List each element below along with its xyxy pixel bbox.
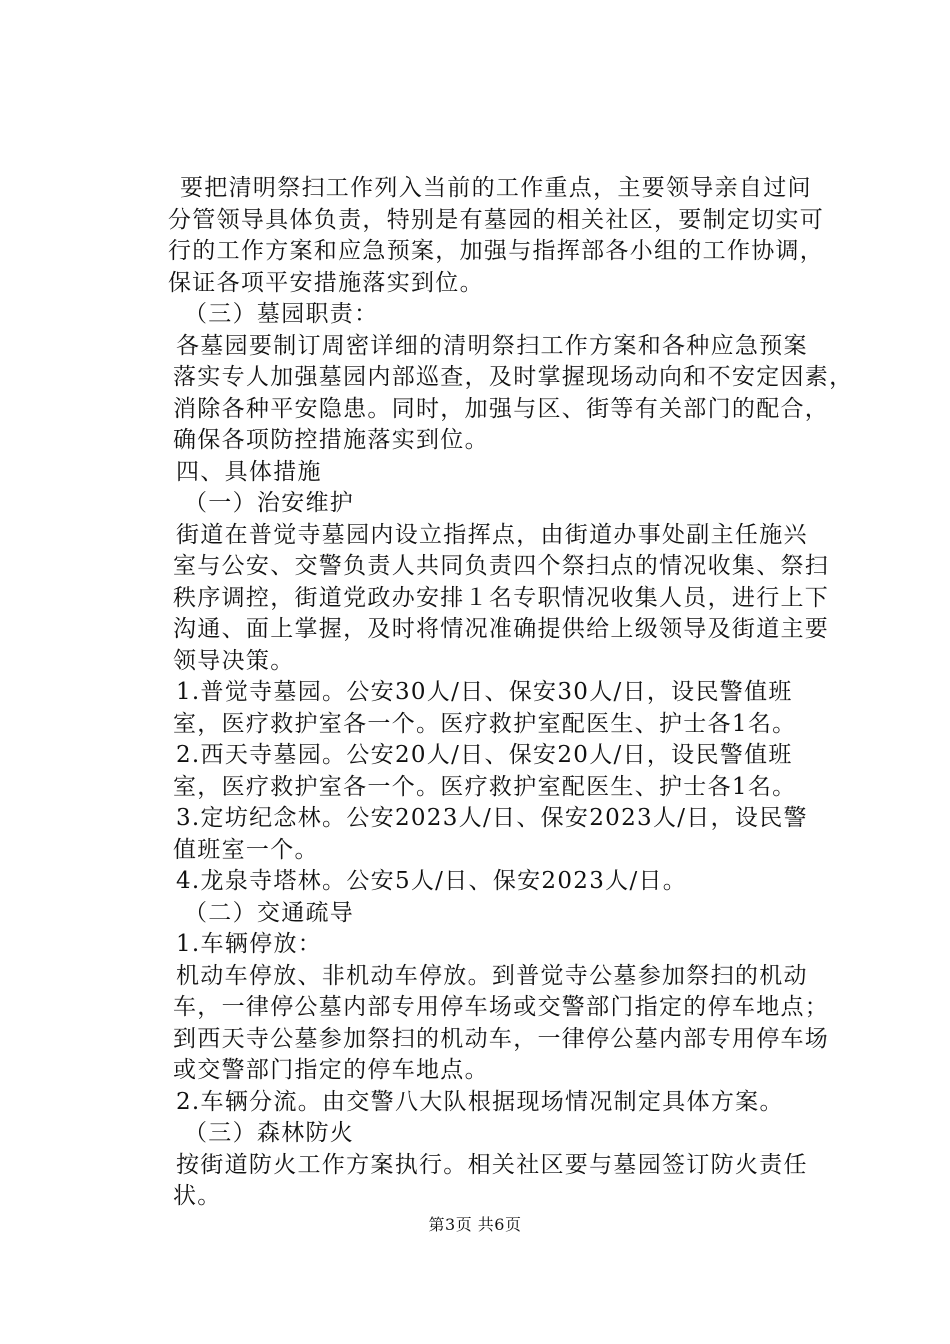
paragraph-line: 确保各项防控措施落实到位。 [173,427,489,453]
list-item: 1.车辆停放： [176,931,323,957]
paragraph-line: 要把清明祭扫工作列入当前的工作重点，主要领导亲自过问 [180,175,812,201]
list-item: 4.龙泉寺塔林。公安5人/日、保安2023人/日。 [176,868,688,894]
paragraph-line: 室与公安、交警负责人共同负责四个祭扫点的情况收集、祭扫 [173,553,830,579]
list-item-continuation: 值班室一个。 [173,836,319,863]
paragraph-line: 保证各项平安措施落实到位。 [168,269,484,296]
section-heading: 四、具体措施 [176,458,322,485]
paragraph-line: 行的工作方案和应急预案，加强与指挥部各小组的工作协调， [168,238,825,264]
section-heading: （三）墓园职责： [184,301,379,327]
page-number-footer: 第3页 共6页 [428,1215,522,1234]
section-heading: （一）治安维护 [184,490,355,516]
section-heading: （三）森林防火 [184,1120,355,1146]
paragraph-line: 领导决策。 [173,647,295,674]
paragraph-line: 沟通、面上掌握，及时将情况准确提供给上级领导及街道主要 [173,616,830,642]
paragraph-line: 街道在普觉寺墓园内设立指挥点，由街道办事处副主任施兴 [176,521,808,548]
paragraph-line: 或交警部门指定的停车地点。 [173,1057,489,1083]
paragraph-line: 机动车停放、非机动车停放。到普觉寺公墓参加祭扫的机动 [176,962,808,989]
list-item-continuation: 室，医疗救护室各一个。医疗救护室配医生、护士各1名。 [173,710,797,737]
list-item: 2.车辆分流。由交警八大队根据现场情况制定具体方案。 [176,1088,784,1115]
paragraph-line: 落实专人加强墓园内部巡查，及时掌握现场动向和不安定因素， [173,364,854,390]
paragraph-line: 秩序调控，街道党政办安排１名专职情况收集人员，进行上下 [173,584,830,611]
list-item: 3.定坊纪念林。公安2023人/日、保安2023人/日，设民警 [176,805,808,831]
list-item: 2.西天寺墓园。公安20人/日、保安20人/日，设民警值班 [176,742,793,768]
paragraph-line: 按街道防火工作方案执行。相关社区要与墓园签订防火责任 [176,1151,808,1178]
list-item: 1.普觉寺墓园。公安30人/日、保安30人/日，设民警值班 [176,679,793,705]
list-item-continuation: 室，医疗救护室各一个。医疗救护室配医生、护士各1名。 [173,773,797,800]
document-body [168,173,854,1213]
section-heading: （二）交通疏导 [184,899,355,926]
paragraph-line: 状。 [173,1183,222,1209]
paragraph-line: 到西天寺公墓参加祭扫的机动车，一律停公墓内部专用停车场 [173,1025,830,1052]
paragraph-line: 各墓园要制订周密详细的清明祭扫工作方案和各种应急预案 [176,332,808,359]
paragraph-line: 消除各种平安隐患。同时，加强与区、街等有关部门的配合， [173,395,830,422]
paragraph-line: 车，一律停公墓内部专用停车场或交警部门指定的停车地点； [173,994,830,1020]
paragraph-line: 分管领导具体负责，特别是有墓园的相关社区，要制定切实可 [168,206,825,233]
